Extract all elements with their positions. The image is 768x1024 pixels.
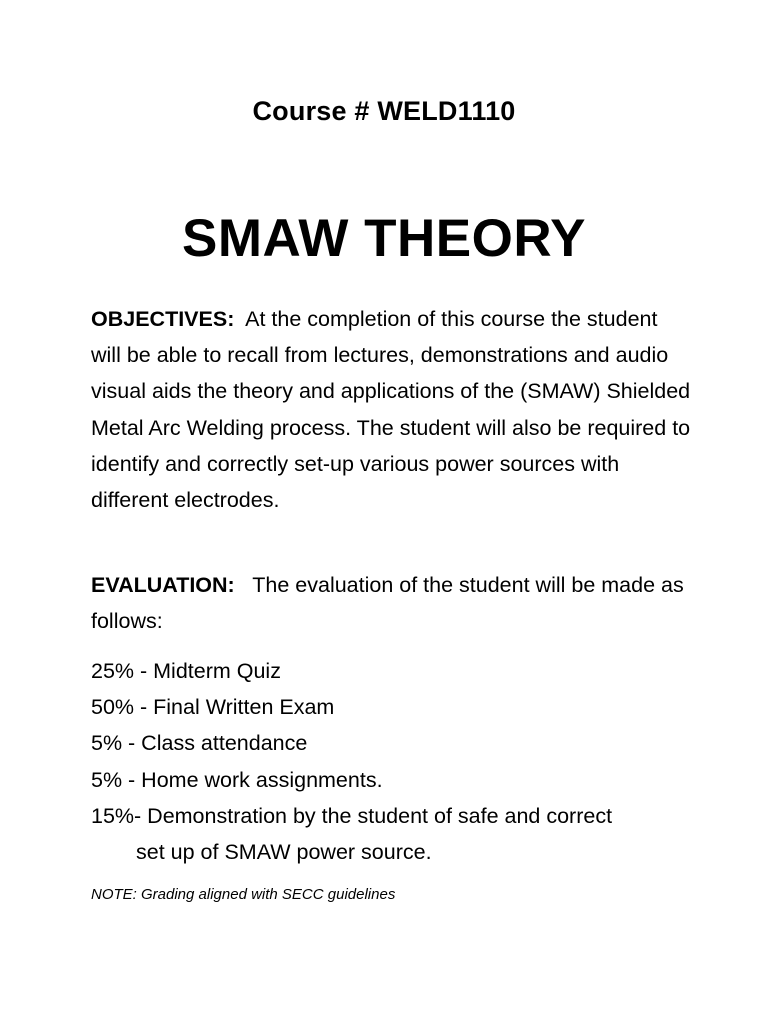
- objectives-label: OBJECTIVES:: [91, 307, 235, 331]
- grade-item-continuation: set up of SMAW power source.: [136, 840, 432, 865]
- grade-item: [91, 725, 711, 761]
- evaluation-text: The evaluation of the student will be made as follows:: [91, 573, 684, 634]
- evaluation-label: EVALUATION:: [91, 573, 235, 597]
- grade-item-text: 5% - Class attendance: [91, 731, 308, 756]
- grade-item-text: 5% - Home work assignments.: [91, 767, 383, 792]
- course-number: Course # WELD1110: [252, 96, 516, 126]
- grade-breakdown-list: [91, 653, 711, 870]
- grade-item: [91, 762, 711, 798]
- grade-item-text: 50% - Final Written Exam: [91, 695, 335, 720]
- document-title: SMAW THEORY: [182, 209, 586, 268]
- objectives-paragraph: [91, 301, 691, 518]
- grade-item-text: 15%- Demonstration by the student of safe and correct: [91, 803, 613, 828]
- grade-item: [91, 798, 711, 870]
- grade-item: [91, 689, 711, 725]
- grade-item: [91, 653, 711, 689]
- objectives-text: At the completion of this course the student will be able to recall from lectures, demonstrations and audio visual aids the theory and applications of the (SMAW) Shielded Metal Arc Welding process. The student will also be required to identify and correctly set-up various power sources with different electrodes.: [91, 307, 691, 513]
- grade-item-text: 25% - Midterm Quiz: [91, 659, 281, 683]
- evaluation-paragraph: [91, 567, 691, 639]
- grading-note: NOTE: Grading aligned with SECC guidelines: [91, 886, 396, 903]
